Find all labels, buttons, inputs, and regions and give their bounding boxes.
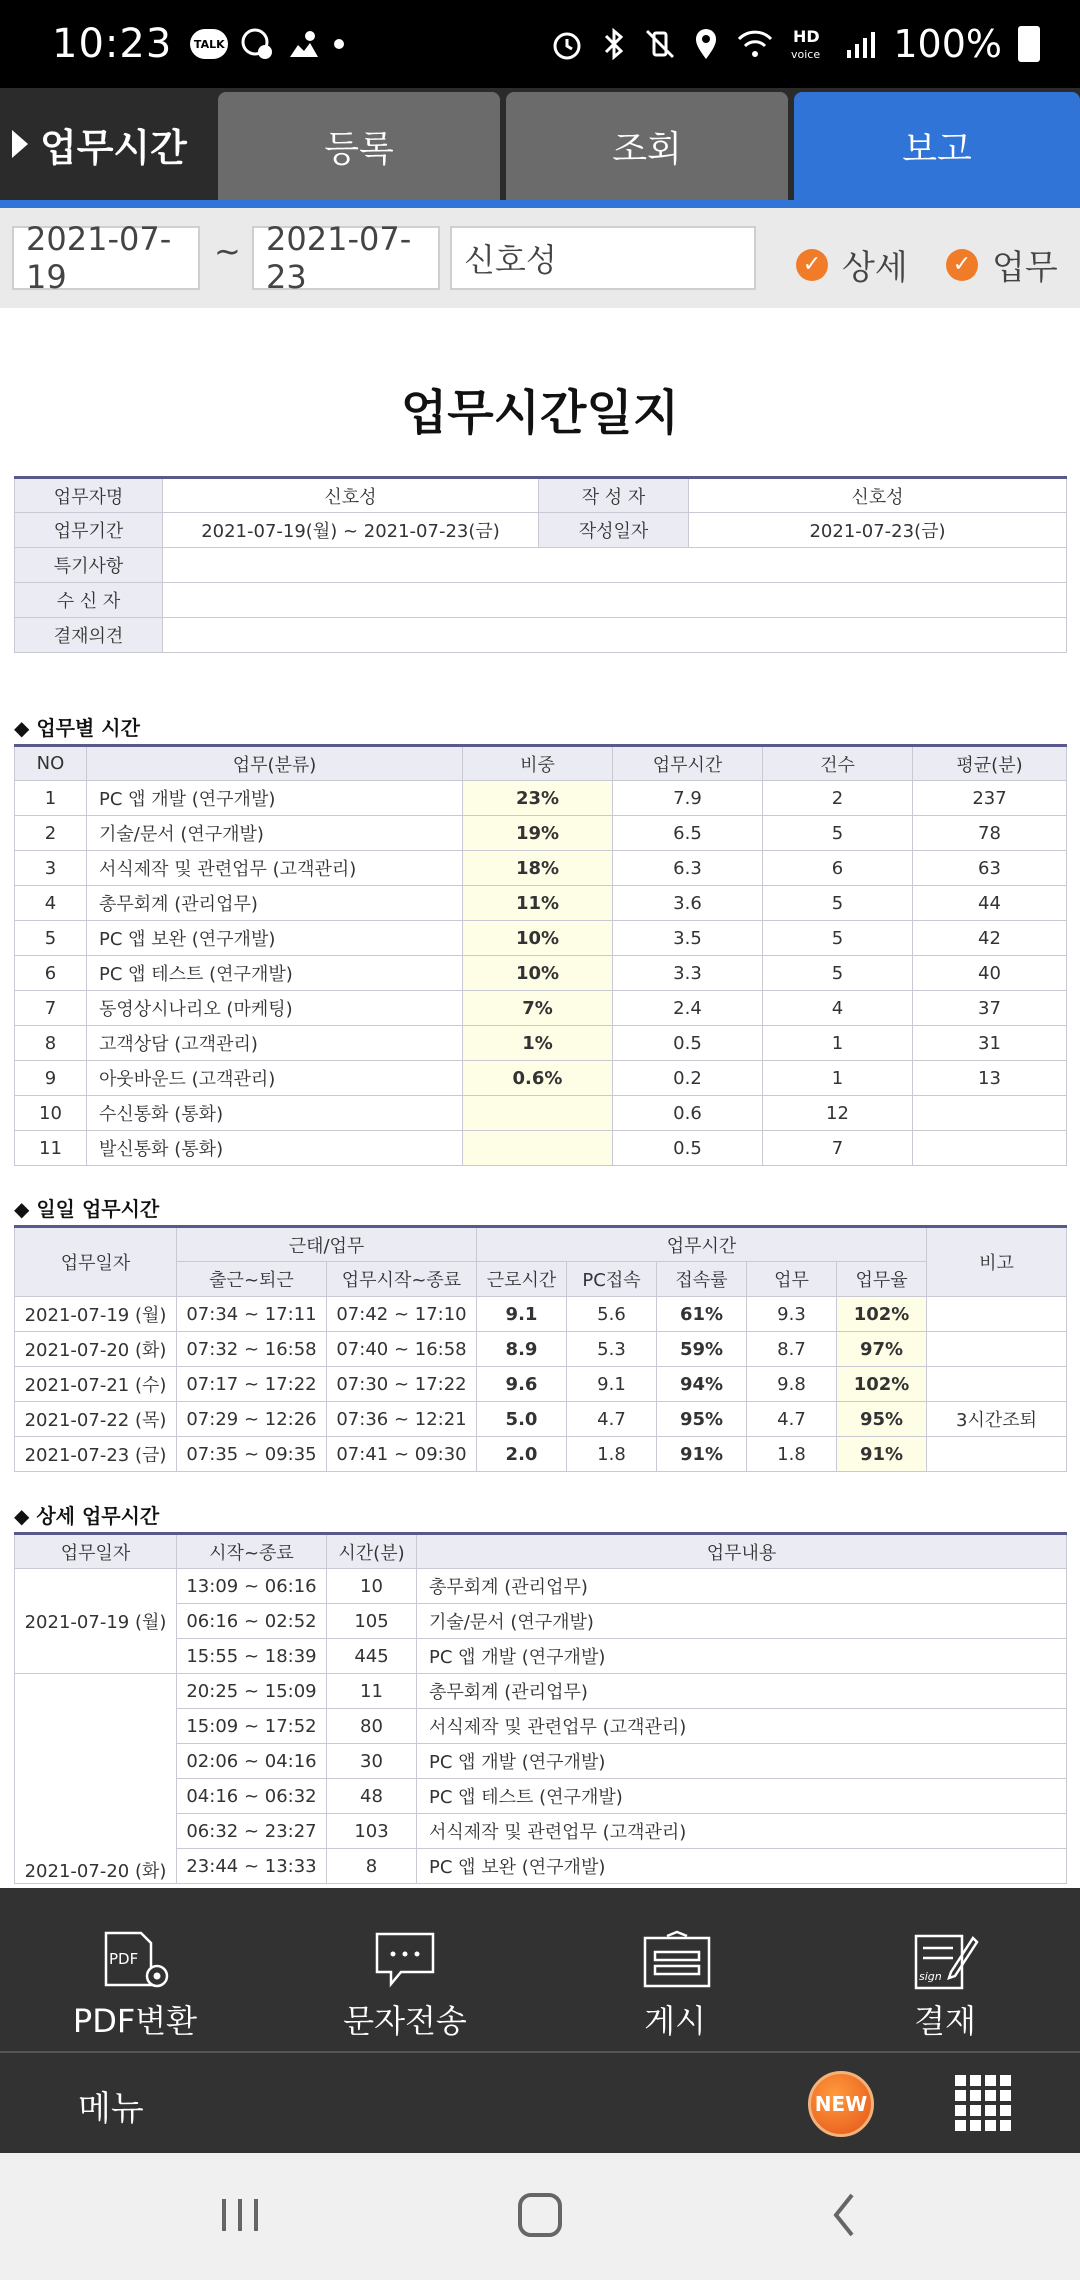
column-header: 업무(분류) bbox=[87, 746, 463, 781]
note: 3시간조퇴 bbox=[927, 1402, 1067, 1437]
share-percent bbox=[463, 1096, 613, 1131]
note bbox=[927, 1297, 1067, 1332]
duration-minutes: 445 bbox=[327, 1639, 417, 1674]
start-end-time: 20:25 ~ 15:09 bbox=[177, 1674, 327, 1709]
row-number: 6 bbox=[15, 956, 87, 991]
column-header: 건수 bbox=[763, 746, 913, 781]
naver-icon bbox=[240, 27, 274, 61]
task-name: PC 앱 보완 (연구개발) bbox=[87, 921, 463, 956]
share-percent: 7% bbox=[463, 991, 613, 1026]
column-header: NO bbox=[15, 746, 87, 781]
table-row bbox=[15, 1096, 1067, 1131]
work-hours: 6.5 bbox=[613, 816, 763, 851]
info-value: 신호성 bbox=[163, 478, 539, 513]
row-number: 9 bbox=[15, 1061, 87, 1096]
task-name: PC 앱 개발 (연구개발) bbox=[87, 781, 463, 816]
work-content: 서식제작 및 관련업무 (고객관리) bbox=[417, 1709, 1067, 1744]
average-minutes: 13 bbox=[913, 1061, 1067, 1096]
note bbox=[927, 1367, 1067, 1402]
average-minutes: 44 bbox=[913, 886, 1067, 921]
start-end-time: 06:16 ~ 02:52 bbox=[177, 1604, 327, 1639]
table-row bbox=[15, 851, 1067, 886]
start-date-input[interactable]: 2021-07-19 bbox=[12, 226, 200, 290]
grid-menu-icon[interactable] bbox=[955, 2075, 1011, 2131]
table-row bbox=[15, 956, 1067, 991]
start-end-time: 06:32 ~ 23:27 bbox=[177, 1814, 327, 1849]
row-number: 8 bbox=[15, 1026, 87, 1061]
tab-register[interactable]: 등록 bbox=[218, 92, 500, 200]
sign-document-icon bbox=[913, 1930, 979, 1992]
signal-icon bbox=[845, 28, 877, 60]
in-out-time: 07:29 ~ 12:26 bbox=[177, 1402, 327, 1437]
info-label: 결재의견 bbox=[15, 618, 163, 653]
table-row bbox=[15, 1437, 1067, 1472]
access-rate: 91% bbox=[657, 1437, 747, 1472]
tab-underline bbox=[0, 200, 1080, 208]
duration-minutes: 8 bbox=[327, 1849, 417, 1884]
table-row bbox=[15, 921, 1067, 956]
name-input[interactable]: 신호성 bbox=[450, 226, 756, 290]
column-header: 평균(분) bbox=[913, 746, 1067, 781]
map-pin-icon bbox=[286, 27, 320, 61]
work-content: 기술/문서 (연구개발) bbox=[417, 1604, 1067, 1639]
column-header: 시간(분) bbox=[327, 1534, 417, 1569]
table-row bbox=[15, 781, 1067, 816]
section-heading-detail: ◆ 상세 업무시간 bbox=[14, 1504, 160, 1528]
average-minutes: 37 bbox=[913, 991, 1067, 1026]
app-title-label: 업무시간 bbox=[40, 125, 187, 170]
pdf-gear-icon bbox=[103, 1930, 171, 1990]
column-header: 업무내용 bbox=[417, 1534, 1067, 1569]
work-content: 총무회계 (관리업무) bbox=[417, 1569, 1067, 1604]
hd-voice-icon bbox=[791, 26, 829, 62]
share-percent: 10% bbox=[463, 956, 613, 991]
system-nav-bar bbox=[0, 2153, 1080, 2280]
work-date: 2021-07-23 (금) bbox=[15, 1437, 177, 1472]
work-rate: 97% bbox=[837, 1332, 927, 1367]
labor-hours: 8.9 bbox=[477, 1332, 567, 1367]
recent-apps-icon[interactable] bbox=[216, 2185, 264, 2245]
work-hours: 7.9 bbox=[613, 781, 763, 816]
pc-hours: 4.7 bbox=[567, 1402, 657, 1437]
start-end-time: 15:09 ~ 17:52 bbox=[177, 1709, 327, 1744]
info-label: 특기사항 bbox=[15, 548, 163, 583]
task-name: 고객상담 (고객관리) bbox=[87, 1026, 463, 1061]
send-sms-button[interactable] bbox=[270, 1888, 540, 2053]
work-date: 2021-07-19 (월) bbox=[15, 1297, 177, 1332]
row-number: 5 bbox=[15, 921, 87, 956]
task-name: 기술/문서 (연구개발) bbox=[87, 816, 463, 851]
average-minutes: 237 bbox=[913, 781, 1067, 816]
post-button[interactable] bbox=[540, 1888, 810, 2053]
message-bubble-icon bbox=[373, 1930, 437, 1990]
start-end-time: 23:44 ~ 13:33 bbox=[177, 1849, 327, 1884]
task-table bbox=[14, 744, 1067, 1166]
column-header: 업무일자 bbox=[15, 1534, 177, 1569]
detail-date: 2021-07-20 (화) bbox=[15, 1674, 177, 1884]
action-bar bbox=[0, 1888, 1080, 2053]
table-row bbox=[15, 1674, 1067, 1709]
table-row bbox=[15, 1026, 1067, 1061]
duration-minutes: 105 bbox=[327, 1604, 417, 1639]
table-header-row bbox=[15, 746, 1067, 781]
work-date: 2021-07-22 (목) bbox=[15, 1402, 177, 1437]
section-heading-daily: ◆ 일일 업무시간 bbox=[14, 1197, 160, 1221]
access-rate: 61% bbox=[657, 1297, 747, 1332]
work-checkbox[interactable] bbox=[946, 240, 1058, 289]
notes-value bbox=[163, 548, 1067, 583]
count: 7 bbox=[763, 1131, 913, 1166]
alarm-icon bbox=[549, 26, 585, 62]
table-row bbox=[15, 1367, 1067, 1402]
in-out-time: 07:35 ~ 09:35 bbox=[177, 1437, 327, 1472]
battery-icon bbox=[1018, 26, 1040, 62]
notification-dot-icon bbox=[332, 37, 346, 51]
average-minutes: 63 bbox=[913, 851, 1067, 886]
share-percent: 18% bbox=[463, 851, 613, 886]
work-hours: 0.5 bbox=[613, 1131, 763, 1166]
approval-button[interactable] bbox=[810, 1888, 1080, 2053]
location-icon bbox=[693, 27, 719, 61]
access-rate: 59% bbox=[657, 1332, 747, 1367]
info-value: 2021-07-23(금) bbox=[689, 513, 1067, 548]
tab-lookup[interactable]: 조회 bbox=[506, 92, 788, 200]
work-hours: 1.8 bbox=[747, 1437, 837, 1472]
vibrate-mute-icon bbox=[643, 27, 677, 61]
work-hours: 0.2 bbox=[613, 1061, 763, 1096]
count: 12 bbox=[763, 1096, 913, 1131]
detail-checkbox-label: 상세 bbox=[842, 248, 908, 288]
share-percent: 0.6% bbox=[463, 1061, 613, 1096]
work-content: 총무회계 (관리업무) bbox=[417, 1674, 1067, 1709]
share-percent: 23% bbox=[463, 781, 613, 816]
send-sms-label: 문자전송 bbox=[343, 2002, 467, 2040]
count: 2 bbox=[763, 781, 913, 816]
row-number: 7 bbox=[15, 991, 87, 1026]
work-start-end: 07:42 ~ 17:10 bbox=[327, 1297, 477, 1332]
in-out-time: 07:17 ~ 17:22 bbox=[177, 1367, 327, 1402]
count: 6 bbox=[763, 851, 913, 886]
note bbox=[927, 1437, 1067, 1472]
column-header: 업무시간 bbox=[613, 746, 763, 781]
table-row bbox=[15, 991, 1067, 1026]
count: 5 bbox=[763, 956, 913, 991]
work-content: PC 앱 개발 (연구개발) bbox=[417, 1744, 1067, 1779]
work-hours: 2.4 bbox=[613, 991, 763, 1026]
work-hours: 3.3 bbox=[613, 956, 763, 991]
pc-hours: 5.6 bbox=[567, 1297, 657, 1332]
work-checkbox-label: 업무 bbox=[992, 248, 1058, 288]
work-hours: 3.6 bbox=[613, 886, 763, 921]
work-start-end: 07:40 ~ 16:58 bbox=[327, 1332, 477, 1367]
svg-text:HD: HD bbox=[793, 27, 821, 46]
work-date: 2021-07-20 (화) bbox=[15, 1332, 177, 1367]
start-end-time: 13:09 ~ 06:16 bbox=[177, 1569, 327, 1604]
board-icon bbox=[643, 1930, 711, 1990]
info-label: 업무자명 bbox=[15, 478, 163, 513]
access-rate: 95% bbox=[657, 1402, 747, 1437]
pc-hours: 1.8 bbox=[567, 1437, 657, 1472]
duration-minutes: 10 bbox=[327, 1569, 417, 1604]
work-rate: 91% bbox=[837, 1437, 927, 1472]
task-name: PC 앱 테스트 (연구개발) bbox=[87, 956, 463, 991]
column-header: 업무 bbox=[747, 1262, 837, 1297]
column-header: 비고 bbox=[927, 1227, 1067, 1297]
work-hours: 9.8 bbox=[747, 1367, 837, 1402]
work-start-end: 07:30 ~ 17:22 bbox=[327, 1367, 477, 1402]
info-label: 수 신 자 bbox=[15, 583, 163, 618]
table-row bbox=[15, 816, 1067, 851]
labor-hours: 9.1 bbox=[477, 1297, 567, 1332]
column-header: 접속률 bbox=[657, 1262, 747, 1297]
svg-text:voice: voice bbox=[791, 48, 821, 61]
home-icon[interactable] bbox=[512, 2185, 570, 2245]
section-heading-by-task: ◆ 업무별 시간 bbox=[14, 716, 140, 740]
info-table bbox=[14, 476, 1067, 653]
table-row bbox=[15, 1332, 1067, 1367]
average-minutes: 31 bbox=[913, 1026, 1067, 1061]
in-out-time: 07:34 ~ 17:11 bbox=[177, 1297, 327, 1332]
share-percent: 10% bbox=[463, 921, 613, 956]
info-label: 작 성 자 bbox=[539, 478, 689, 513]
average-minutes: 42 bbox=[913, 921, 1067, 956]
app-title[interactable] bbox=[0, 88, 216, 200]
start-end-time: 04:16 ~ 06:32 bbox=[177, 1779, 327, 1814]
work-content: PC 앱 개발 (연구개발) bbox=[417, 1639, 1067, 1674]
share-percent: 11% bbox=[463, 886, 613, 921]
work-hours: 0.6 bbox=[613, 1096, 763, 1131]
count: 5 bbox=[763, 921, 913, 956]
menu-button[interactable]: 메뉴 bbox=[78, 2089, 144, 2129]
post-label: 게시 bbox=[644, 2002, 706, 2040]
info-label: 작성일자 bbox=[539, 513, 689, 548]
table-row bbox=[15, 1297, 1067, 1332]
note bbox=[927, 1332, 1067, 1367]
average-minutes bbox=[913, 1131, 1067, 1166]
work-content: 서식제작 및 관련업무 (고객관리) bbox=[417, 1814, 1067, 1849]
column-header: 근로시간 bbox=[477, 1262, 567, 1297]
start-end-time: 15:55 ~ 18:39 bbox=[177, 1639, 327, 1674]
work-rate: 102% bbox=[837, 1367, 927, 1402]
wifi-icon bbox=[735, 27, 775, 61]
start-end-time: 02:06 ~ 04:16 bbox=[177, 1744, 327, 1779]
filter-bar bbox=[0, 208, 1080, 308]
check-icon: ✓ bbox=[946, 249, 978, 281]
daily-table bbox=[14, 1225, 1067, 1472]
row-number: 10 bbox=[15, 1096, 87, 1131]
status-bar bbox=[0, 0, 1080, 88]
detail-date: 2021-07-19 (월) bbox=[15, 1569, 177, 1674]
new-badge[interactable]: NEW bbox=[808, 2071, 874, 2137]
work-hours: 3.5 bbox=[613, 921, 763, 956]
column-header: 업무일자 bbox=[15, 1227, 177, 1297]
task-name: 아웃바운드 (고객관리) bbox=[87, 1061, 463, 1096]
task-name: 수신통화 (통화) bbox=[87, 1096, 463, 1131]
work-hours: 0.5 bbox=[613, 1026, 763, 1061]
kakaotalk-icon: TALK bbox=[190, 29, 228, 59]
check-icon: ✓ bbox=[796, 249, 828, 281]
table-row bbox=[15, 1402, 1067, 1437]
work-start-end: 07:41 ~ 09:30 bbox=[327, 1437, 477, 1472]
count: 5 bbox=[763, 816, 913, 851]
access-rate: 94% bbox=[657, 1367, 747, 1402]
duration-minutes: 11 bbox=[327, 1674, 417, 1709]
table-row bbox=[15, 1569, 1067, 1604]
pdf-convert-label: PDF변환 bbox=[72, 2002, 198, 2040]
count: 1 bbox=[763, 1061, 913, 1096]
table-row bbox=[15, 886, 1067, 921]
table-row bbox=[15, 1061, 1067, 1096]
table-row bbox=[15, 1131, 1067, 1166]
column-header: 업무시간 bbox=[477, 1227, 927, 1262]
triangle-right-icon bbox=[12, 130, 28, 158]
row-number: 11 bbox=[15, 1131, 87, 1166]
column-header: 시작~종료 bbox=[177, 1534, 327, 1569]
sign-icon-text: sign bbox=[919, 1970, 942, 1983]
row-number: 1 bbox=[15, 781, 87, 816]
count: 5 bbox=[763, 886, 913, 921]
task-name: 총무회계 (관리업무) bbox=[87, 886, 463, 921]
pdf-icon-text: PDF bbox=[109, 1950, 139, 1968]
column-header: 업무율 bbox=[837, 1262, 927, 1297]
end-date-input[interactable]: 2021-07-23 bbox=[252, 226, 440, 290]
pdf-convert-button[interactable] bbox=[0, 1888, 270, 2053]
in-out-time: 07:32 ~ 16:58 bbox=[177, 1332, 327, 1367]
work-rate: 102% bbox=[837, 1297, 927, 1332]
status-time: 10:23 bbox=[52, 21, 173, 67]
work-date: 2021-07-21 (수) bbox=[15, 1367, 177, 1402]
receiver-value bbox=[163, 583, 1067, 618]
report-content[interactable] bbox=[0, 308, 1080, 1888]
approval-label: 결재 bbox=[914, 2002, 976, 2040]
row-number: 2 bbox=[15, 816, 87, 851]
duration-minutes: 80 bbox=[327, 1709, 417, 1744]
share-percent: 19% bbox=[463, 816, 613, 851]
labor-hours: 9.6 bbox=[477, 1367, 567, 1402]
column-header: 업무시작~종료 bbox=[327, 1262, 477, 1297]
task-name: 서식제작 및 관련업무 (고객관리) bbox=[87, 851, 463, 886]
approval-value bbox=[163, 618, 1067, 653]
row-number: 3 bbox=[15, 851, 87, 886]
battery-percent: 100% bbox=[893, 22, 1002, 66]
pc-hours: 9.1 bbox=[567, 1367, 657, 1402]
work-hours: 9.3 bbox=[747, 1297, 837, 1332]
tab-report[interactable]: 보고 bbox=[794, 92, 1080, 200]
info-value: 신호성 bbox=[689, 478, 1067, 513]
average-minutes bbox=[913, 1096, 1067, 1131]
work-start-end: 07:36 ~ 12:21 bbox=[327, 1402, 477, 1437]
info-label: 업무기간 bbox=[15, 513, 163, 548]
pc-hours: 5.3 bbox=[567, 1332, 657, 1367]
info-value: 2021-07-19(월) ~ 2021-07-23(금) bbox=[163, 513, 539, 548]
share-percent bbox=[463, 1131, 613, 1166]
work-hours: 6.3 bbox=[613, 851, 763, 886]
work-hours: 8.7 bbox=[747, 1332, 837, 1367]
duration-minutes: 48 bbox=[327, 1779, 417, 1814]
document-title: 업무시간일지 bbox=[400, 385, 680, 441]
bluetooth-icon bbox=[601, 26, 627, 62]
work-content: PC 앱 보완 (연구개발) bbox=[417, 1849, 1067, 1884]
labor-hours: 2.0 bbox=[477, 1437, 567, 1472]
detail-table bbox=[14, 1532, 1067, 1884]
work-hours: 4.7 bbox=[747, 1402, 837, 1437]
row-number: 4 bbox=[15, 886, 87, 921]
duration-minutes: 30 bbox=[327, 1744, 417, 1779]
column-header: 비중 bbox=[463, 746, 613, 781]
task-name: 발신통화 (통화) bbox=[87, 1131, 463, 1166]
work-content: PC 앱 테스트 (연구개발) bbox=[417, 1779, 1067, 1814]
share-percent: 1% bbox=[463, 1026, 613, 1061]
average-minutes: 40 bbox=[913, 956, 1067, 991]
average-minutes: 78 bbox=[913, 816, 1067, 851]
labor-hours: 5.0 bbox=[477, 1402, 567, 1437]
back-icon[interactable] bbox=[824, 2185, 864, 2245]
column-header: 근태/업무 bbox=[177, 1227, 477, 1262]
detail-checkbox[interactable] bbox=[796, 240, 908, 289]
count: 1 bbox=[763, 1026, 913, 1061]
column-header: 출근~퇴근 bbox=[177, 1262, 327, 1297]
task-name: 동영상시나리오 (마케팅) bbox=[87, 991, 463, 1026]
column-header: PC접속 bbox=[567, 1262, 657, 1297]
date-separator: ~ bbox=[214, 232, 241, 270]
work-rate: 95% bbox=[837, 1402, 927, 1437]
count: 4 bbox=[763, 991, 913, 1026]
menu-bar bbox=[0, 2053, 1080, 2153]
duration-minutes: 103 bbox=[327, 1814, 417, 1849]
